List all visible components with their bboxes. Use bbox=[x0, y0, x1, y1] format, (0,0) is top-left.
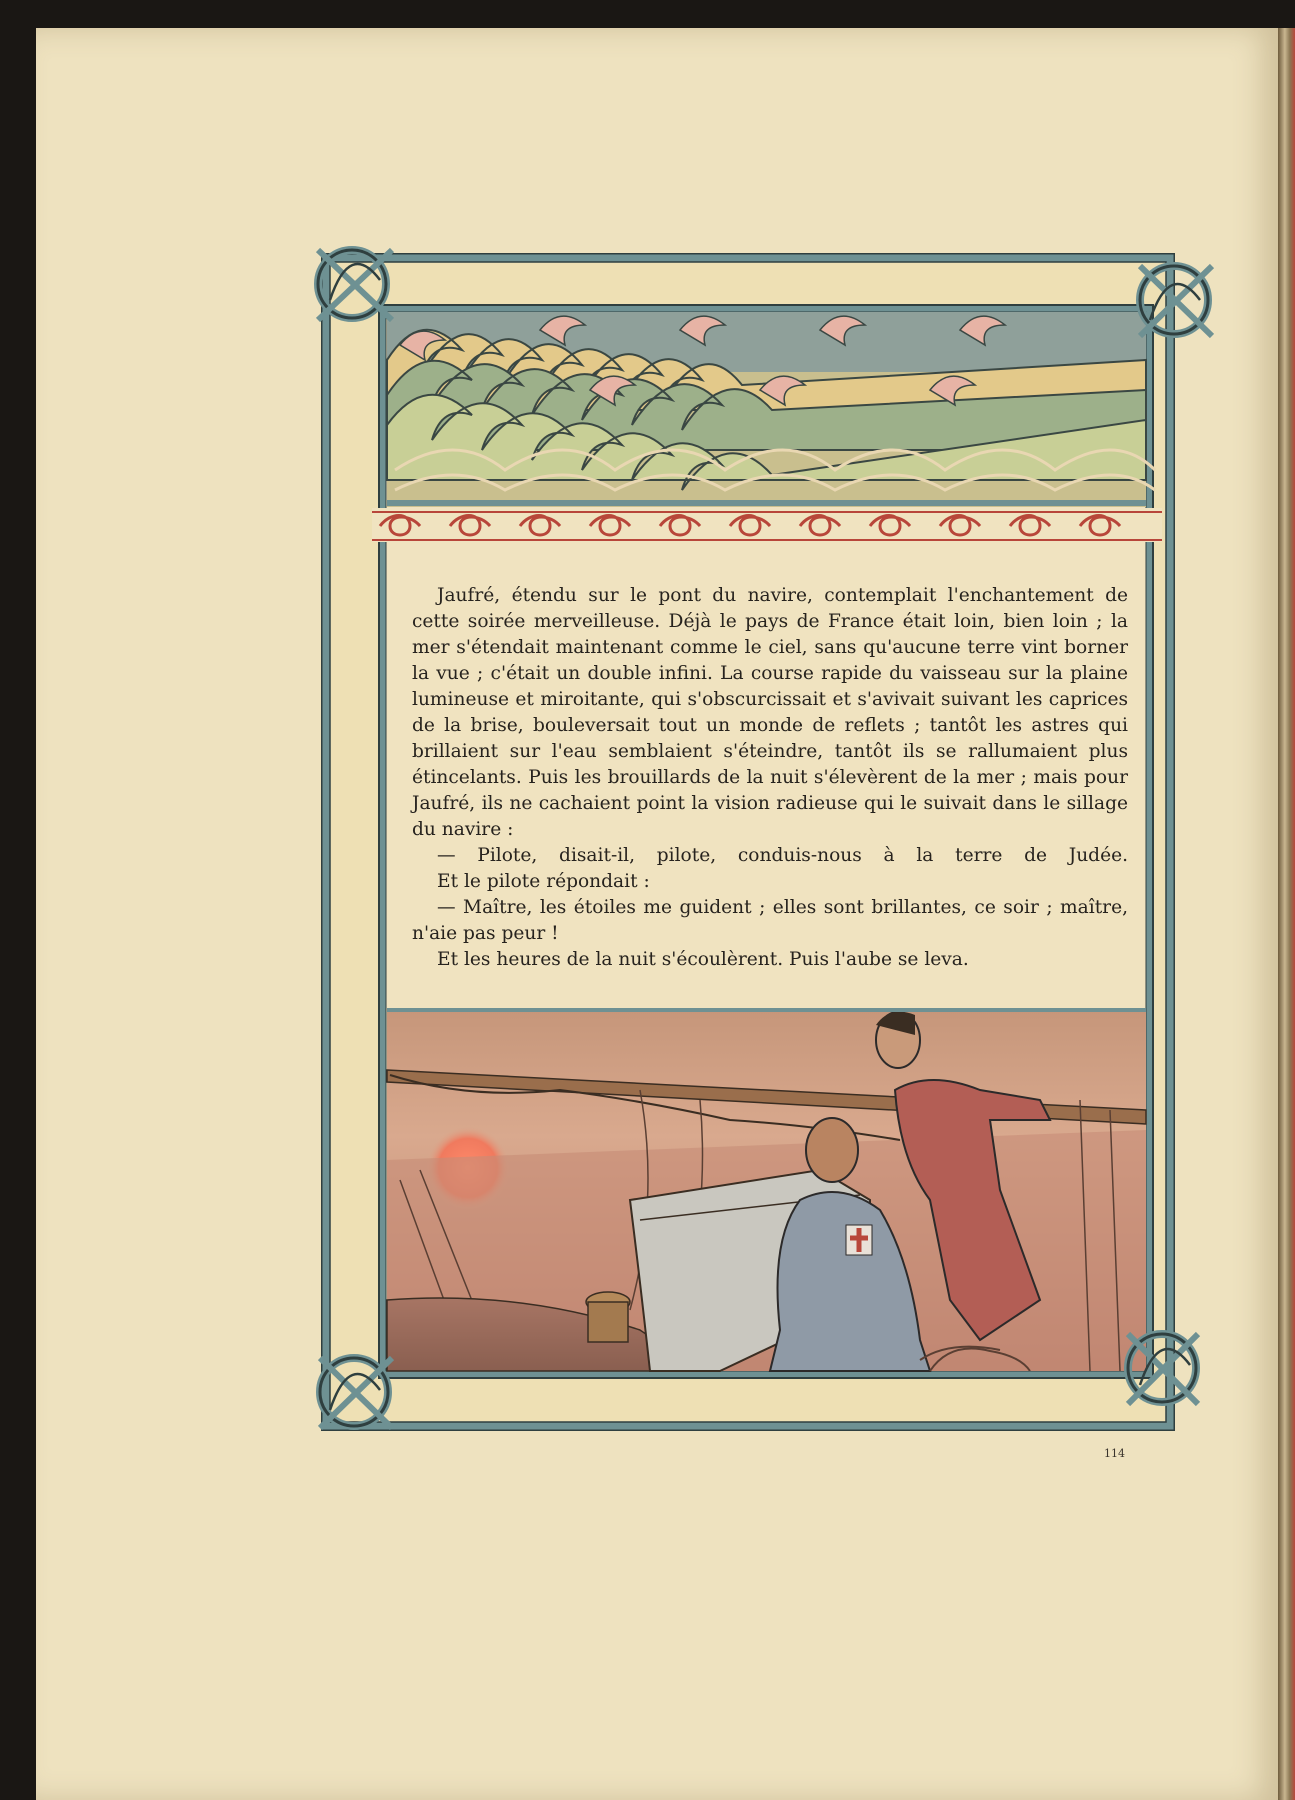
narrative-text bbox=[412, 583, 1128, 973]
paragraph-4: — Maître, les étoiles me guident ; elles sont brillantes, ce soir ; maître, n'aie pas peur ! bbox=[412, 897, 1128, 944]
paragraph-1: Jaufré, étendu sur le pont du navire, contemplait l'enchantement de cette soirée merveilleuse. Déjà le pays de France était loin, bien loin ; la mer s'étendait maintenant comme le ciel, sans qu'aucune terre vint borner la vue ; c'était un double infini. La course rapide du vaisseau sur la plaine lumineuse et miroitante, qui s'obscurcissait et s'avivait suivant les caprices de la brise, bouleversait tout un monde de reflets ; tantôt les astres qui brillaient sur l'eau semblaient s'éteindre, tantôt ils se rallumaient plus étincelants. Puis les brouillards de la nuit s'élevèrent de la mer ; mais pour Jaufré, ils ne cachaient point la vision radieuse qui le suivait dans le sillage du navire : bbox=[412, 585, 1128, 840]
page-number: 114 bbox=[1104, 1447, 1125, 1460]
chain-link-icon bbox=[372, 508, 1162, 542]
paragraph-5: Et les heures de la nuit s'écoulèrent. Puis l'aube se leva. bbox=[437, 949, 969, 970]
paragraph-2: — Pilote, disait-il, pilote, conduis-nous à la terre de Judée. bbox=[437, 845, 1128, 866]
stylized-waves-icon bbox=[387, 312, 1155, 507]
ship-deck-at-sunset-icon bbox=[387, 1008, 1146, 1371]
paragraph-3: Et le pilote répondait : bbox=[437, 871, 650, 892]
